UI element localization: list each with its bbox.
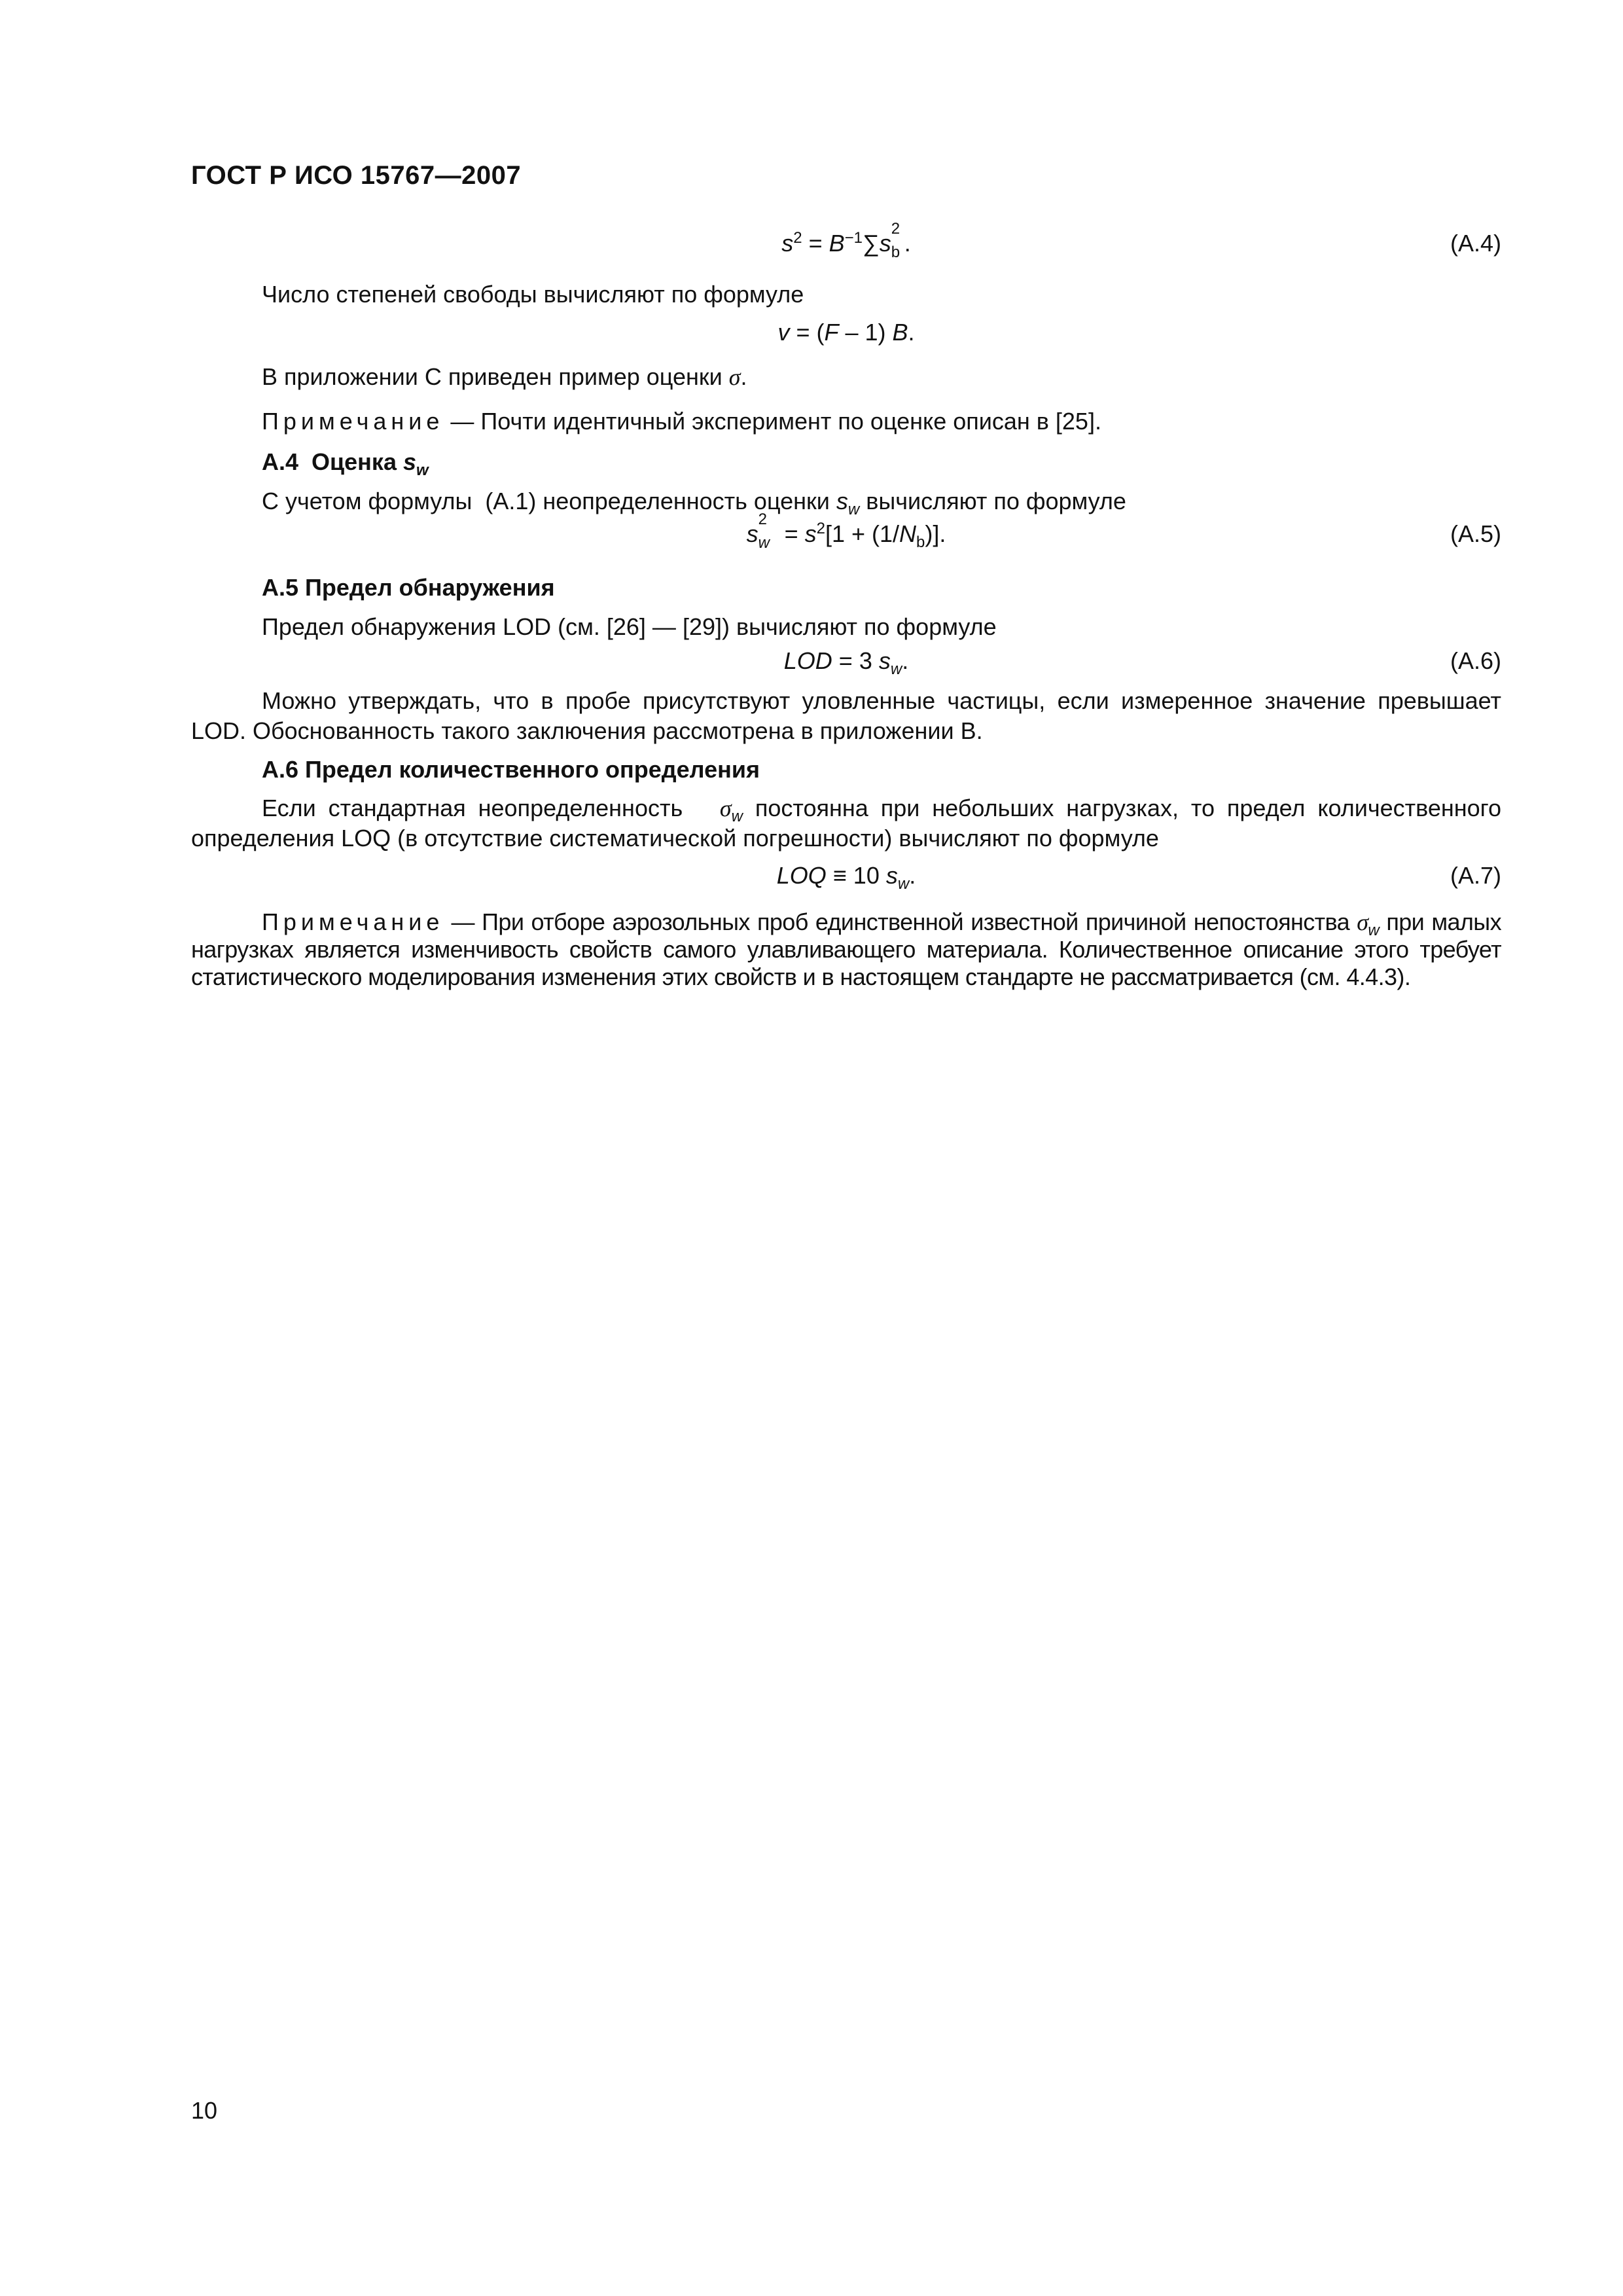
equation-number-a7: (А.7) <box>1450 862 1501 889</box>
document-header: ГОСТ Р ИСО 15767—2007 <box>191 161 522 190</box>
paragraph-a6: Если стандартная неопределенность $\sigma_w$ постоянна при небольших нагрузках, то предел количественного определения LOQ (в отсутствие систематической погрешности) вычисляют по формуле <box>191 795 1501 852</box>
section-a6-title: А.6 Предел количественного определения <box>262 756 760 783</box>
paragraph-appendix-c: В приложении С приведен пример оценки σ. <box>262 363 747 390</box>
equation-dof: v = (F – 1) B. <box>777 319 915 346</box>
paragraph-a5-conclusion: Можно утверждать, что в пробе присутствуют уловленные частицы, если измеренное значение превышает LOD. Обоснованность такого заключения рассмотрена в приложении В. <box>191 687 1501 744</box>
note-label: Примечание <box>262 908 444 935</box>
equation-a7: LOQ ≡ 10 $s_w$. <box>776 862 916 893</box>
equation-a6: LOD = 3 $s_w$. <box>783 647 909 679</box>
note-text: Почти идентичный эксперимент по оценке описан в [25]. <box>480 408 1101 435</box>
paragraph-a4: С учетом формулы (А.1) неопределенность оценки $s_w$ вычисляют по формуле <box>262 488 1126 519</box>
note-label: Примечание <box>262 408 444 435</box>
equation-number-a5: (А.5) <box>1450 520 1501 547</box>
section-a4-title: А.4 Оценка $s_w$ <box>262 448 429 480</box>
equation-a4: $s^2 = B^{-1}\sum s$ 2 b . <box>781 220 911 261</box>
equation-number-a6: (А.6) <box>1450 647 1501 674</box>
equation-a5: s 2 w = $s^2[1 + (1/N_b)]$. <box>746 511 946 552</box>
paragraph-degrees-of-freedom: Число степеней свободы вычисляют по формуле <box>262 281 804 308</box>
note-2: Примечание — При отборе аэрозольных проб единственной известной причиной непостоянства $\sigma_w$ при малых нагрузках является изменчивость свойств самого улавливающего материала. Количественное описание этого требует статистического моделирования изменения этих свойств и в настоящем стандарте не рассматривается (см. 4.4.3). <box>191 908 1501 990</box>
note-1: Примечание — Почти идентичный эксперимент по оценке описан в [25]. <box>262 408 1101 435</box>
page-number: 10 <box>191 2097 218 2124</box>
paragraph-a5: Предел обнаружения LOD (см. [26] — [29]) вычисляют по формуле <box>262 613 997 640</box>
equation-number-a4: (А.4) <box>1450 230 1501 257</box>
section-a5-title: А.5 Предел обнаружения <box>262 574 555 601</box>
